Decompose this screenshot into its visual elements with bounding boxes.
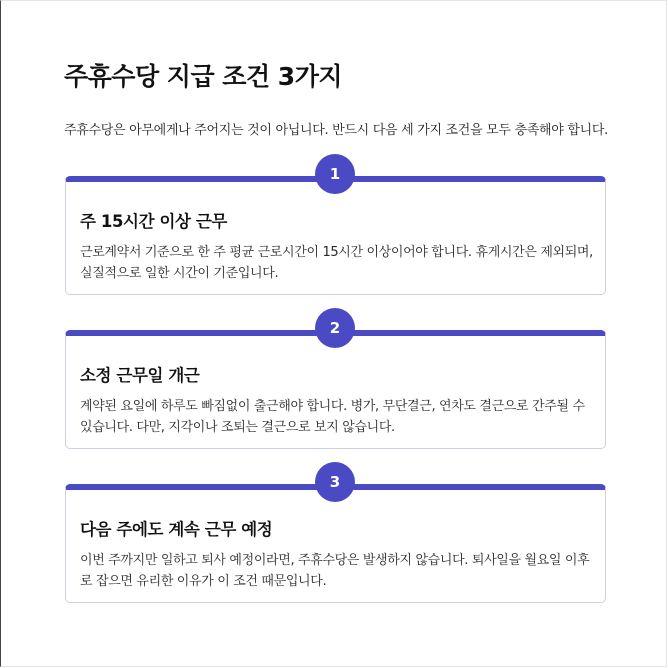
condition-card-2 (65, 319, 606, 449)
condition-title: 주 15시간 이상 근무 (80, 212, 227, 231)
description-line: 근로계약서 기준으로 한 주 평균 근로시간이 15시간 이상이어야 합니다. 휴게시간은 제외되며, (80, 245, 593, 260)
description-line: 로 잡으면 유리한 이유가 이 조건 때문입니다. (80, 574, 327, 589)
page-title: 주휴수당 지급 조건 3가지 (64, 62, 343, 91)
description-line: 이번 주까지만 일하고 퇴사 예정이라면, 주휴수당은 발생하지 않습니다. 퇴사일을 월요일 이후 (80, 553, 590, 568)
description-line: 실질적으로 일한 시간이 기준입니다. (80, 266, 279, 281)
description-line: 있습니다. 다만, 지각이나 조퇴는 결근으로 보지 않습니다. (80, 420, 395, 435)
step-number-badge: 3 (315, 462, 355, 502)
step-number-badge: 2 (315, 308, 355, 348)
condition-description (80, 550, 590, 592)
description-line: 계약된 요일에 하루도 빠짐없이 출근해야 합니다. 병가, 무단결근, 연차도 결근으로 간주될 수 (80, 399, 585, 414)
step-number-badge: 1 (315, 154, 355, 194)
condition-card-3 (65, 473, 606, 603)
condition-description (80, 242, 593, 284)
condition-title: 소정 근무일 개근 (80, 366, 200, 385)
condition-title: 다음 주에도 계속 근무 예정 (80, 520, 273, 539)
intro-text: 주휴수당은 아무에게나 주어지는 것이 아닙니다. 반드시 다음 세 가지 조건을 모두 충족해야 합니다. (64, 123, 608, 138)
condition-card-1 (65, 165, 606, 295)
condition-description (80, 396, 590, 438)
